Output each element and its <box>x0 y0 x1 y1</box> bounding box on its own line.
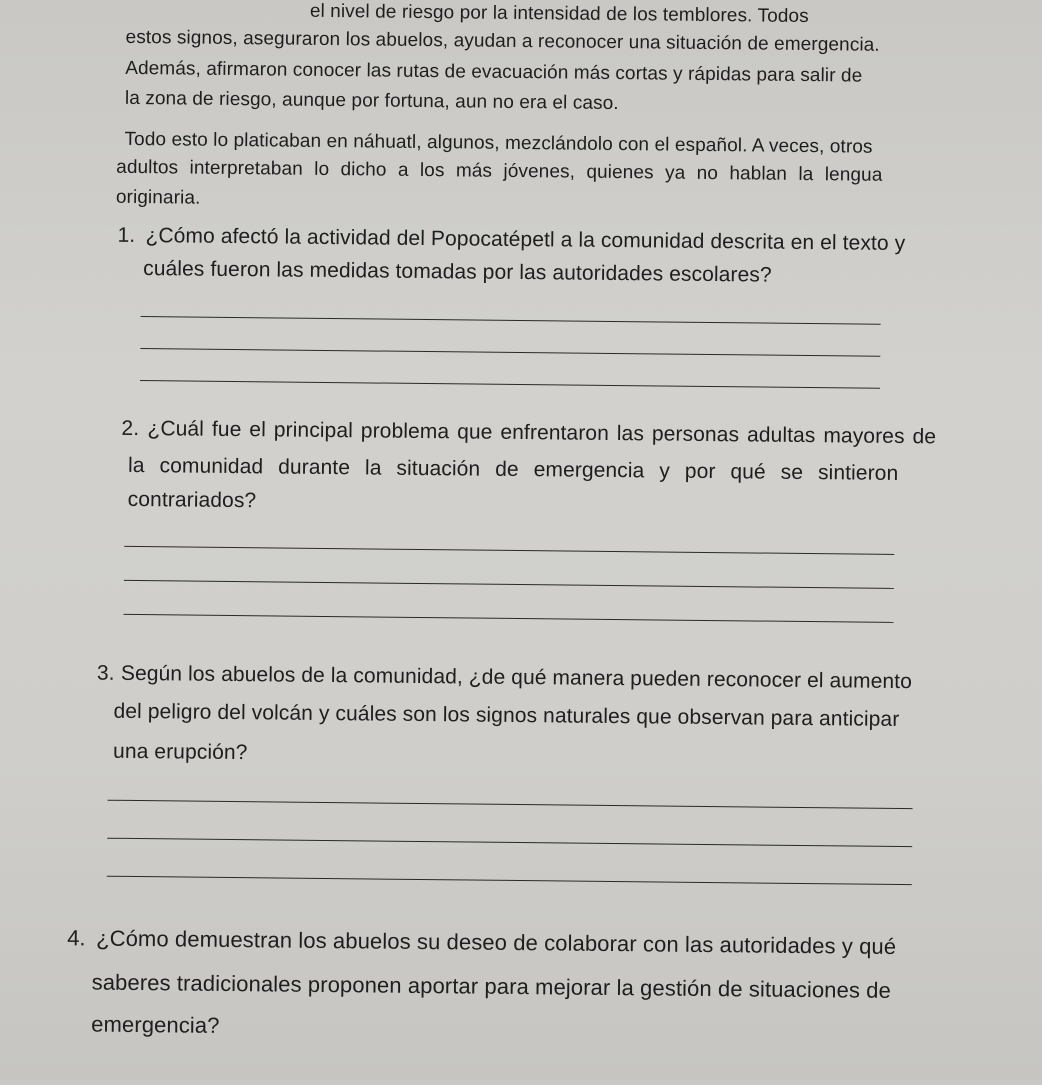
question-3-line-2: del peligro del volcán y cuáles son los signos naturales que observan para anticipar <box>113 699 900 732</box>
question-2-line-3: contrariados? <box>127 487 257 513</box>
answer-line[interactable] <box>124 546 894 555</box>
question-4-line-3: emergencia? <box>91 1011 220 1038</box>
intro-line-2: estos signos, aseguraron los abuelos, ayudan a reconocer una situación de emergencia. <box>125 26 880 56</box>
question-2-number: 2. <box>121 416 140 441</box>
question-4-line-2: saberes tradicionales proponen aportar para mejorar la gestión de situaciones de <box>91 969 892 1003</box>
intro-line-7: originaria. <box>115 186 201 209</box>
answer-line[interactable] <box>107 876 912 885</box>
question-1-number: 1. <box>117 223 136 247</box>
intro-line-1: el nivel de riesgo por la intensidad de los temblores. Todos <box>309 0 809 28</box>
question-1-line-2: cuáles fueron las medidas tomadas por las autoridades escolares? <box>143 257 772 287</box>
answer-line[interactable] <box>107 838 912 847</box>
question-3-line-3: una erupción? <box>112 739 248 765</box>
answer-line[interactable] <box>140 348 880 357</box>
answer-line[interactable] <box>124 614 894 623</box>
intro-line-4: la zona de riesgo, aunque por fortuna, aun no era el caso. <box>124 87 619 115</box>
question-4-line-1: ¿Cómo demuestran los abuelos su deseo de colaborar con las autoridades y qué <box>96 925 897 959</box>
answer-line[interactable] <box>141 316 881 325</box>
question-2-line-2: la comunidad durante la situación de emergencia y por qué se sintieron <box>127 453 899 485</box>
question-2-line-1: ¿Cuál fue el principal problema que enfrentaron las personas adultas mayores de <box>147 417 937 449</box>
intro-line-3: Además, afirmaron conocer las rutas de evacuación más cortas y rápidas para salir de <box>125 57 863 87</box>
answer-line[interactable] <box>124 580 894 589</box>
question-3-number: 3. <box>96 661 115 685</box>
question-1-line-1: ¿Cómo afectó la actividad del Popocatépetl a la comunidad descrita en el texto y <box>145 224 906 256</box>
answer-line[interactable] <box>140 380 880 389</box>
intro-line-5: Todo esto lo platicaban en náhuatl, algunos, mezclándolo con el español. A veces, otros <box>124 128 873 158</box>
question-3-line-1: Según los abuelos de la comunidad, ¿de qué manera pueden reconocer el aumento <box>120 661 913 694</box>
answer-line[interactable] <box>108 800 913 809</box>
question-4-number: 4. <box>67 925 86 951</box>
intro-line-6: adultos interpretaban lo dicho a los más jóvenes, quienes ya no hablan la lengua <box>116 156 883 186</box>
